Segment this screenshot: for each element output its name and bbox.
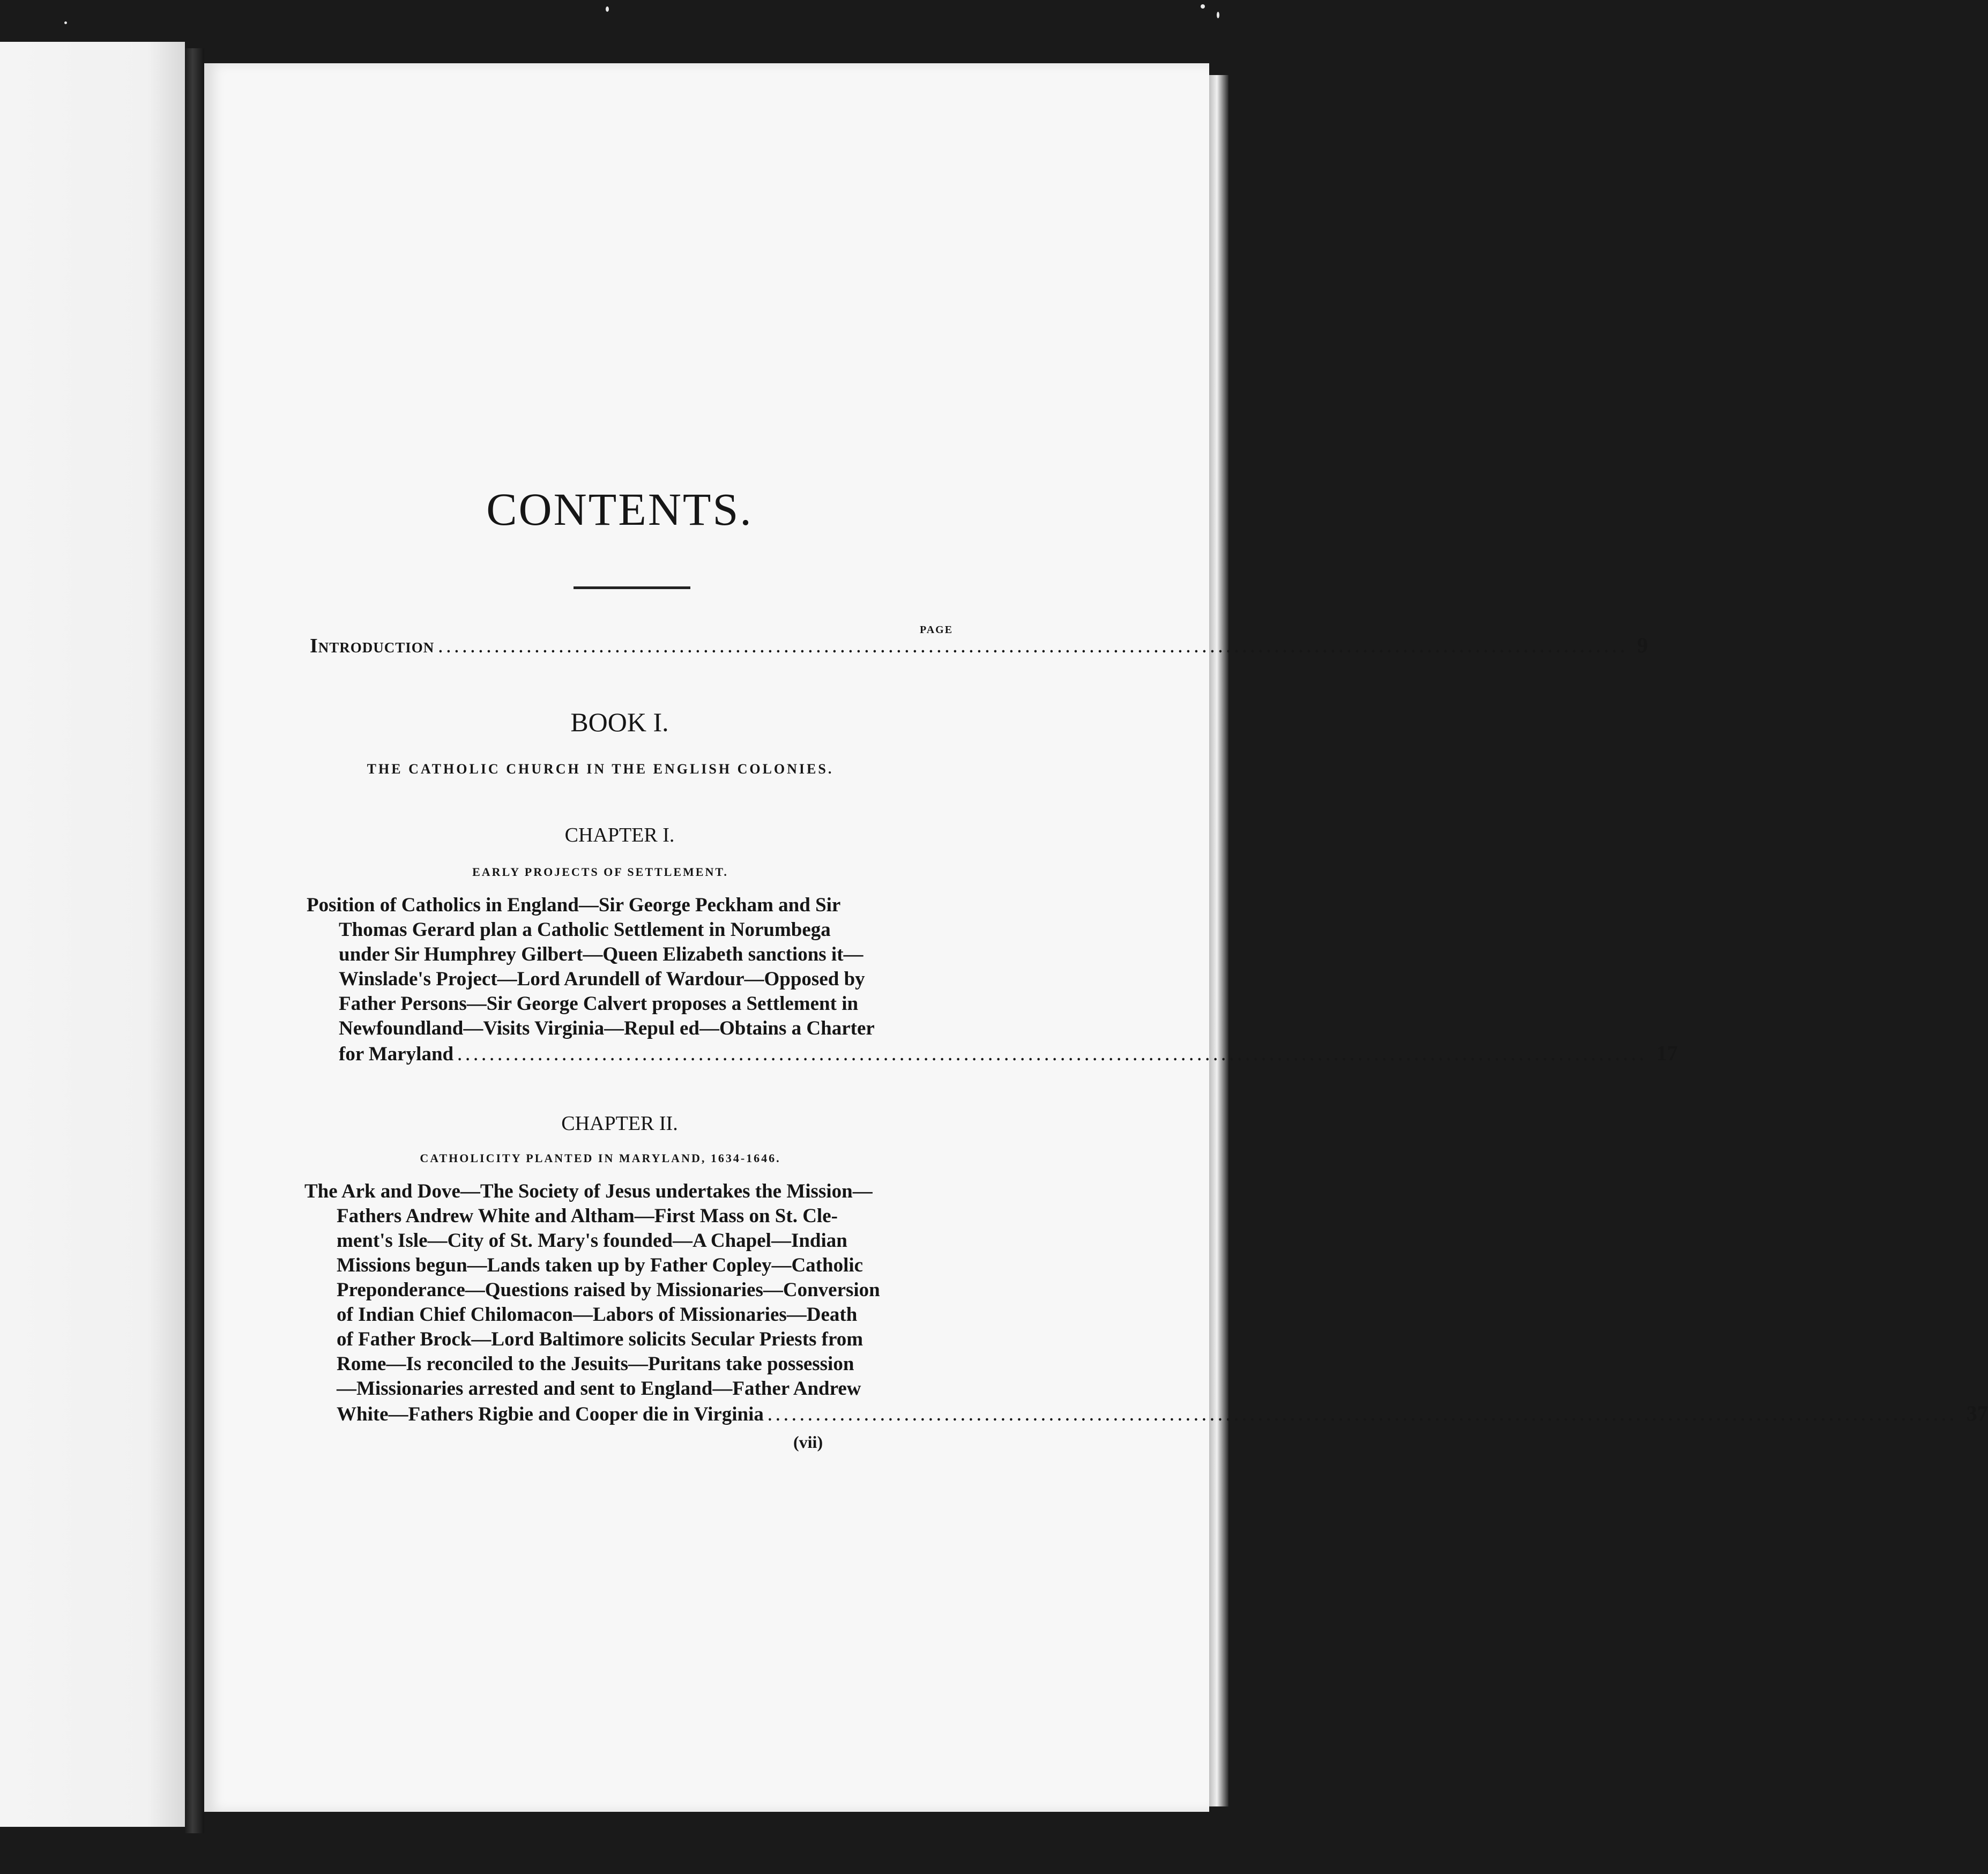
synopsis-line: Thomas Gerard plan a Catholic Settlement in Norumbega: [339, 919, 831, 941]
synopsis-line: of Indian Chief Chilomacon—Labors of Missionaries—Death: [337, 1304, 858, 1326]
facing-blank-page: [0, 42, 185, 1827]
synopsis-last-line: [304, 1401, 1988, 1429]
synopsis-line: Winslade's Project—Lord Arundell of Wardour—Opposed by: [339, 968, 865, 990]
synopsis-last-line: [307, 1041, 1678, 1068]
synopsis-line: Preponderance—Questions raised by Missionaries—Conversion: [337, 1279, 880, 1301]
dot-leader: ....................................................................................................................................................: [438, 639, 1629, 656]
contents-heading: CONTENTS.: [486, 484, 753, 535]
synopsis-line: —Missionaries arrested and sent to England—Father Andrew: [337, 1378, 861, 1400]
synopsis-line: Rome—Is reconciled to the Jesuits—Puritans take possession: [337, 1353, 854, 1375]
synopsis-line: Position of Catholics in England—Sir George Peckham and Sir: [307, 894, 841, 916]
chapter-1-subtitle: EARLY PROJECTS OF SETTLEMENT.: [472, 865, 728, 879]
synopsis-line: White—Fathers Rigbie and Cooper die in Virginia: [337, 1403, 764, 1425]
introduction-label: Introduction: [310, 635, 435, 657]
introduction-page: 9: [1637, 633, 1648, 657]
chapter-1-synopsis: [307, 893, 1678, 1068]
chapter-2-synopsis: [304, 1179, 1988, 1429]
book-subtitle: THE CATHOLIC CHURCH IN THE ENGLISH COLONIES.: [367, 761, 834, 777]
chapter-2-subtitle: CATHOLICITY PLANTED IN MARYLAND, 1634-1646.: [420, 1151, 781, 1165]
synopsis-line: ment's Isle—City of St. Mary's founded—A Chapel—Indian: [337, 1230, 847, 1252]
chapter-1-page: 17: [1656, 1041, 1678, 1065]
synopsis-line: under Sir Humphrey Gilbert—Queen Elizabeth sanctions it—: [339, 943, 863, 965]
synopsis-line: Missions begun—Lands taken up by Father Copley—Catholic: [337, 1254, 863, 1276]
page-column-label: PAGE: [920, 624, 954, 636]
chapter-2-title: CHAPTER II.: [561, 1112, 678, 1135]
synopsis-line: Father Persons—Sir George Calvert proposes a Settlement in: [339, 993, 859, 1015]
synopsis-line: Fathers Andrew White and Altham—First Mass on St. Cle-: [337, 1205, 838, 1227]
chapter-2-page: 37: [1966, 1401, 1988, 1425]
synopsis-line: for Maryland: [339, 1043, 454, 1065]
introduction-entry: [310, 633, 1648, 658]
chapter-1-title: CHAPTER I.: [564, 824, 675, 846]
synopsis-line: The Ark and Dove—The Society of Jesus undertakes the Mission—: [304, 1180, 873, 1202]
dot-leader: ....................................................................................................................................................: [768, 1408, 1958, 1424]
synopsis-line: of Father Brock—Lord Baltimore solicits Secular Priests from: [337, 1328, 863, 1350]
synopsis-line: Newfoundland—Visits Virginia—Repul ed—Obtains a Charter: [339, 1017, 875, 1039]
page-folio: (vii): [793, 1432, 823, 1452]
book-gutter: [185, 48, 204, 1833]
book-title: BOOK I.: [570, 707, 669, 737]
page-edge: [1209, 75, 1228, 1806]
dot-leader: ....................................................................................................................................................: [458, 1047, 1648, 1064]
heading-rule: [574, 586, 690, 589]
